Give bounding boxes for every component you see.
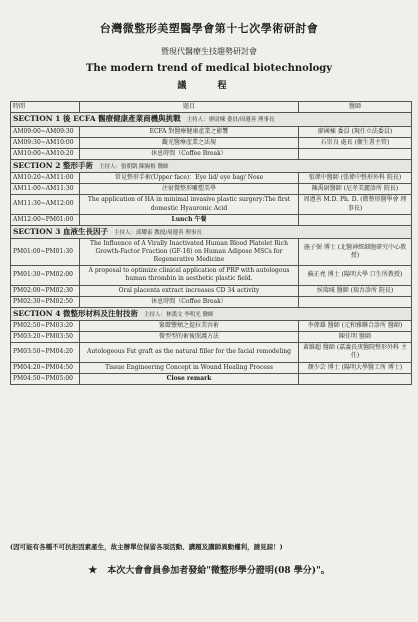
speaker-cell: 黃維超 醫師 (嘉義長庚醫院整形外科 主任) bbox=[299, 343, 412, 362]
credit-text: 本次大會會員參加者發給"微整形學分證明(08 學分)"。 bbox=[107, 566, 330, 576]
speaker-cell: 蘇正堯 博士 (陽明大學 口生所教授) bbox=[299, 266, 412, 285]
agenda-table bbox=[10, 101, 412, 385]
agenda-table-body bbox=[11, 102, 412, 385]
speaker-cell: 石崇良 處長 (衛生署主管) bbox=[299, 137, 412, 148]
time-cell: PM02:30~PM02:50 bbox=[11, 296, 80, 307]
table-row bbox=[11, 362, 412, 373]
speaker-cell: 侯瑞城 醫師 (瑞吾診所 院長) bbox=[299, 285, 412, 296]
time-cell: PM02:00~PM02:30 bbox=[11, 285, 80, 296]
speaker-cell: 顏少芸 博士 (陽明大學醫工所 博士) bbox=[299, 362, 412, 373]
section-header-row bbox=[11, 225, 412, 238]
time-cell: AM10:00~AM10:20 bbox=[11, 148, 80, 159]
speaker-cell: 陳禹尉醫師 (尼孝美麗診所 院長) bbox=[299, 184, 412, 195]
topic-cell: ECFA 對醫療健康產業之影響 bbox=[80, 126, 299, 137]
speaker-cell: 張偉中醫師 (張偉中整形外科 院長) bbox=[299, 173, 412, 184]
table-row bbox=[11, 373, 412, 384]
section-header bbox=[11, 159, 412, 172]
conference-subtitle: 暨現代醫療生技趨勢研討會 bbox=[161, 47, 257, 56]
topic-cell: 休息時間（Coffee Break） bbox=[80, 148, 299, 159]
time-cell: AM09:00~AM09:30 bbox=[11, 126, 80, 137]
disclaimer-note: (因可能有各種不可抗拒因素產生，故主辦單位保留各項活動、講題及講師異動權利，請見諒！) bbox=[10, 543, 283, 551]
english-title: The modern trend of medical biotechnology bbox=[85, 63, 333, 74]
speaker-cell bbox=[299, 373, 412, 384]
section-moderator: 主持人：邱耀泰 教授/周遵善 理事長 bbox=[114, 229, 202, 236]
table-row bbox=[11, 173, 412, 184]
time-cell: PM02:50~PM03:20 bbox=[11, 321, 80, 332]
table-row bbox=[11, 285, 412, 296]
agenda-label: 議 程 bbox=[177, 81, 241, 91]
table-row bbox=[11, 137, 412, 148]
topic-cell: Autologeous Fat graft as the natural filler for the facial remodeling bbox=[80, 343, 299, 362]
speaker-cell bbox=[299, 296, 412, 307]
section-moderator: 主持人：廖尉棟 委員/周遵善 理事長 bbox=[186, 117, 275, 124]
section-title: SECTION 3 血液生長因子 bbox=[13, 226, 109, 236]
time-cell: AM12:00~PM01:00 bbox=[11, 214, 80, 225]
speaker-cell bbox=[299, 214, 412, 225]
table-row bbox=[11, 214, 412, 225]
table-row bbox=[11, 239, 412, 266]
section-moderator: 主持人：林漢文 李明光 醫師 bbox=[144, 311, 214, 318]
table-row bbox=[11, 195, 412, 214]
header-topic: 題目 bbox=[80, 102, 299, 113]
topic-cell: 觀光醫療產業之法規 bbox=[80, 137, 299, 148]
section-header bbox=[11, 113, 412, 126]
topic-cell: Close remark bbox=[80, 373, 299, 384]
section-header-row bbox=[11, 113, 412, 126]
topic-cell: 微型型的術後照護方法 bbox=[80, 332, 299, 343]
section-title: SECTION 1 後 ECFA 醫療健康產業商機與挑戰 bbox=[13, 114, 181, 124]
topic-cell: 注射微整形雕塑美學 bbox=[80, 184, 299, 195]
table-row bbox=[11, 296, 412, 307]
speaker-cell bbox=[299, 148, 412, 159]
time-cell: AM11:00~AM11:30 bbox=[11, 184, 80, 195]
table-row bbox=[11, 266, 412, 285]
section-title: SECTION 4 微整形材料及注射技術 bbox=[13, 308, 139, 318]
speaker-cell: 周遵善 M.D. Ph. D. (微整形醫學會 理事長) bbox=[299, 195, 412, 214]
time-cell: PM04:20~PM04:50 bbox=[11, 362, 80, 373]
table-row bbox=[11, 148, 412, 159]
header-time: 時間 bbox=[11, 102, 80, 113]
time-cell: PM03:20~PM03:50 bbox=[11, 332, 80, 343]
time-cell: PM03:50~PM04:20 bbox=[11, 343, 80, 362]
time-cell: PM04:50~PM05:00 bbox=[11, 373, 80, 384]
time-cell: AM09:30~AM10:00 bbox=[11, 137, 80, 148]
section-header bbox=[11, 225, 412, 238]
section-moderator: 主持人：張朝凱 陳錫根 醫師 bbox=[99, 163, 169, 170]
time-cell: AM10:20~AM11:00 bbox=[11, 173, 80, 184]
section-title: SECTION 2 整形手術 bbox=[13, 160, 94, 170]
table-header-row bbox=[11, 102, 412, 113]
speaker-cell: 廖國棟 委員 (現任立法委員) bbox=[299, 126, 412, 137]
table-row bbox=[11, 321, 412, 332]
time-cell: PM01:30~PM02:00 bbox=[11, 266, 80, 285]
topic-cell: A proposal to optimize clinical application of PRP with autologous human thrombin in aesthetic plastic field. bbox=[80, 266, 299, 285]
speaker-cell: 施子弼 博士 (北醫神經細胞研究中心教授) bbox=[299, 239, 412, 266]
topic-cell: The Influence of A Virally Inactivated Human Blood Platelet Rich Growth-Factor Fraction (GF-18) on Human Adipose MSCs for Regenerative Medicine bbox=[80, 239, 299, 266]
topic-cell: 緊緻豐頰之提拉美容術 bbox=[80, 321, 299, 332]
section-header-row bbox=[11, 307, 412, 320]
table-row bbox=[11, 332, 412, 343]
topic-cell: The application of HA in minimal invasive plastic surgery:The first domestic Hyauronic Acid bbox=[80, 195, 299, 214]
header-speaker: 醫師 bbox=[299, 102, 412, 113]
speaker-cell: 陳佳明 醫師 bbox=[299, 332, 412, 343]
topic-cell: Tissue Engineering Concept in Wound Healing Process bbox=[80, 362, 299, 373]
table-row bbox=[11, 343, 412, 362]
conference-title: 台灣微整形美塑醫學會第十七次學術研討會 bbox=[99, 22, 319, 35]
star-icon: ★ bbox=[88, 565, 98, 576]
credit-line bbox=[0, 563, 418, 576]
topic-cell: Lunch 午餐 bbox=[80, 214, 299, 225]
section-header-row bbox=[11, 159, 412, 172]
table-row bbox=[11, 126, 412, 137]
table-row bbox=[11, 184, 412, 195]
topic-cell: 常見整形手術(Upper face)：Eye lid/ eye bag/ Nose bbox=[80, 173, 299, 184]
time-cell: AM11:30~AM12:00 bbox=[11, 195, 80, 214]
section-header bbox=[11, 307, 412, 320]
topic-cell: Oral placenta extract increases CD 34 activity bbox=[80, 285, 299, 296]
time-cell: PM01:00~PM01:30 bbox=[11, 239, 80, 266]
topic-cell: 休息時間（Coffee Break） bbox=[80, 296, 299, 307]
speaker-cell: 李偉雄 醫師 (元和雅聯合診所 醫師) bbox=[299, 321, 412, 332]
